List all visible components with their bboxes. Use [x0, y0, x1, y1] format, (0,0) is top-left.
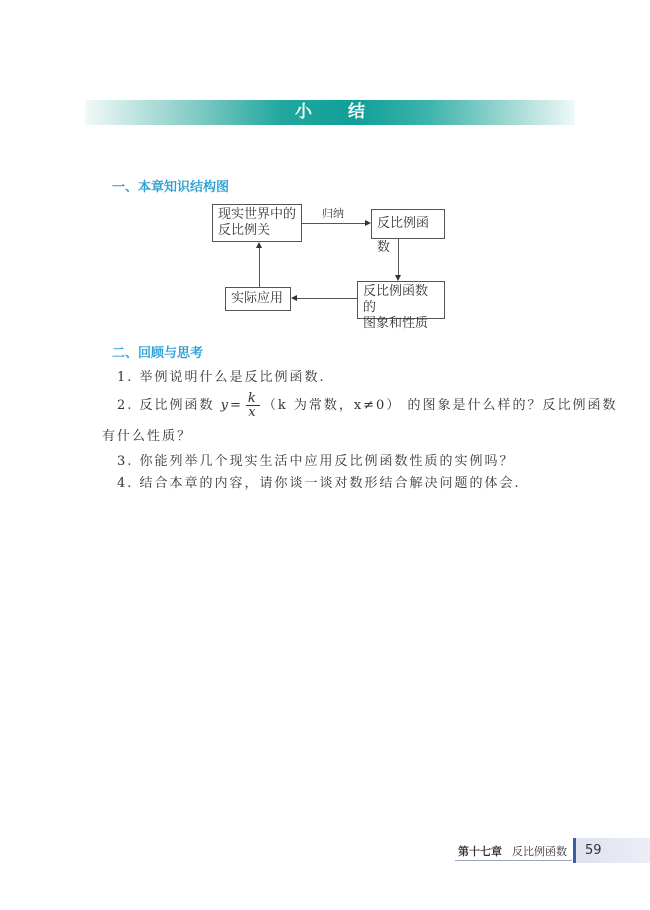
edge-label-induce: 归纳: [322, 207, 344, 220]
node-text: 反比例函数: [377, 216, 430, 255]
edge-line: [259, 248, 260, 287]
arrow-right-icon: [365, 220, 371, 226]
node-text-line: 反比例函数的: [363, 284, 429, 315]
arrow-down-icon: [395, 275, 401, 281]
fraction-k-over-x: [246, 392, 260, 419]
edge-line: [302, 223, 365, 224]
node-text-line: 现实世界中的: [218, 207, 297, 222]
footer-underline: [455, 860, 572, 861]
page-number: 59: [576, 838, 650, 863]
node-practical-application: [225, 287, 291, 311]
arrow-up-icon: [256, 242, 262, 248]
question-2: [117, 392, 617, 419]
question-2-continued: 有什么性质？: [102, 429, 193, 444]
footer-chapter-number: 第十七章: [458, 845, 502, 858]
edge-line: [297, 298, 357, 299]
question-text: 2. 反比例函数: [117, 398, 221, 413]
node-text-line: 图象和性质: [363, 316, 429, 331]
fraction-numerator: k: [247, 391, 258, 406]
node-inverse-function: [371, 209, 445, 255]
question-condition: （k 为常数，x≠0）: [262, 398, 402, 413]
banner-title: 小结: [295, 102, 401, 122]
question-4: 4. 结合本章的内容，请你谈一谈对数形结合解决问题的体会.: [117, 476, 521, 491]
node-text: 实际应用: [231, 291, 284, 306]
footer-chapter-title: 反比例函数: [512, 845, 567, 858]
footer-chapter: [458, 843, 567, 859]
question-text: 的图象是什么样的？反比例函数: [401, 398, 618, 413]
section-banner: [85, 100, 575, 125]
node-real-world-relation: [212, 204, 302, 242]
formula-lhs: y=: [220, 398, 243, 413]
fraction-denominator: x: [248, 405, 258, 420]
section-heading-review: 二、回顾与思考: [112, 346, 204, 361]
question-1: 1. 举例说明什么是反比例函数.: [117, 370, 326, 385]
arrow-left-icon: [291, 295, 297, 301]
question-3: 3. 你能列举几个现实生活中应用反比例函数性质的实例吗？: [117, 454, 515, 469]
node-text-line: 反比例关: [218, 223, 271, 238]
edge-line: [398, 239, 399, 275]
node-graph-and-properties: [357, 281, 445, 331]
section-heading-structure-diagram: 一、本章知识结构图: [112, 180, 230, 195]
